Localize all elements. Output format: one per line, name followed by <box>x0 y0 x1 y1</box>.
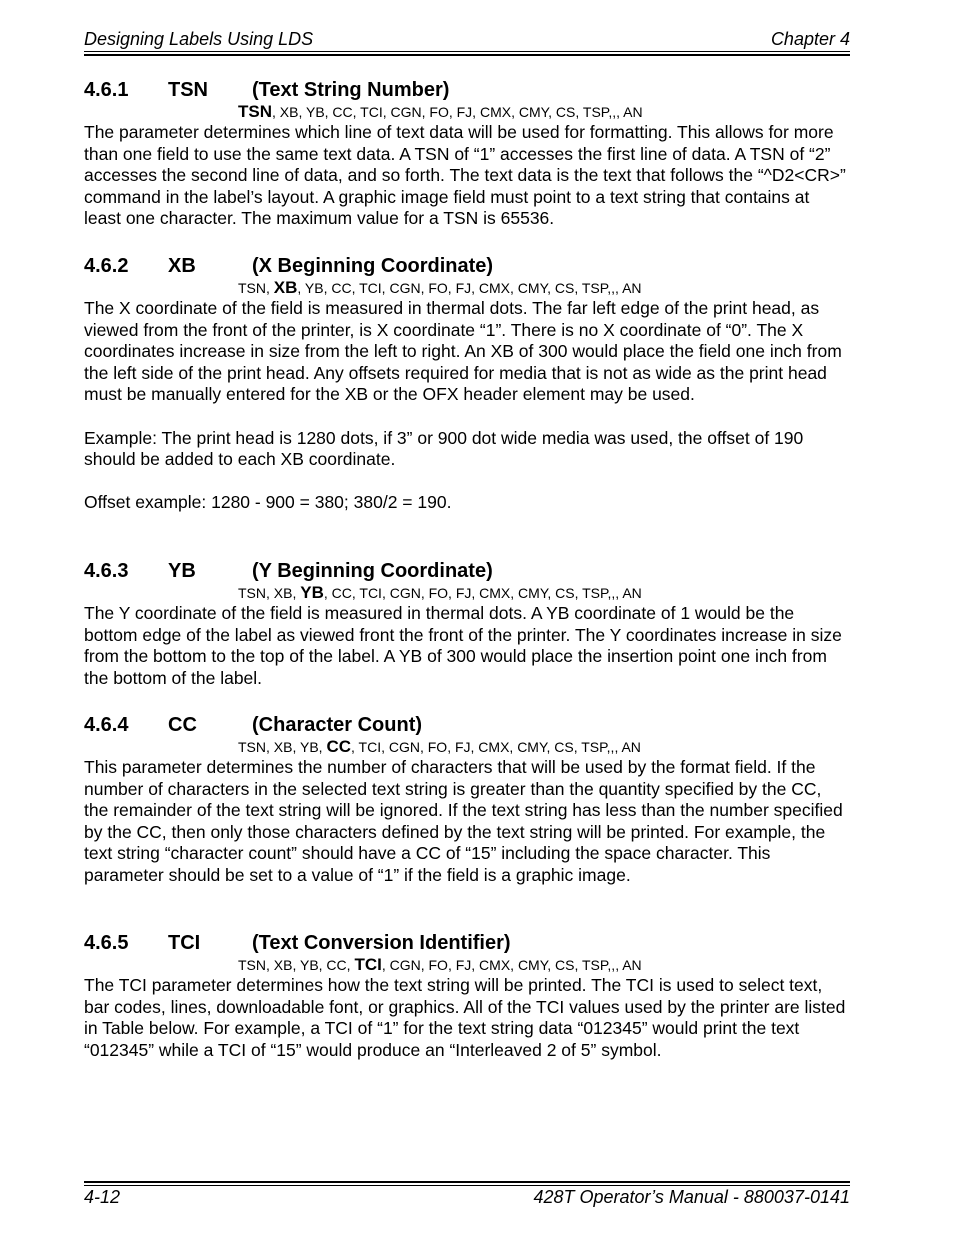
body-paragraph: The X coordinate of the field is measured in thermal dots. The far left edge of the print head, as viewed from the front of the printer, is X coordinate “1”. There is no X coordinate of “0”. The X coordinates increase in size from the left to right. An XB of 300 would place the field one inch from the left side of the print head. Any offsets required for media that is not as wide as the print head must be manually entered for the XB or the OFX header element may be used. <box>84 298 842 405</box>
parameter-sequence <box>238 102 850 122</box>
parameter-after: , XB, YB, CC, TCI, CGN, FO, FJ, CMX, CMY, CS, TSP,,, AN <box>272 104 643 120</box>
body-paragraph: This parameter determines the number of characters that will be used by the format field. If the number of characters in the selected text string is greater than the quantity specified by the CC, the remainder of the text string will be ignored. If the text string has less than the number specified by the CC, then only those characters defined by the text string will be printed. For example, the text string “character count” should have a CC of “15” including the space character. This parameter should be set to a value of “1” if the field is a graphic image. <box>84 757 843 885</box>
parameter-after: , TCI, CGN, FO, FJ, CMX, CMY, CS, TSP,,, AN <box>351 739 641 755</box>
header-document-title: Designing Labels Using LDS <box>84 29 314 49</box>
parameter-sequence <box>238 583 850 603</box>
parameter-after: , CC, TCI, CGN, FO, FJ, CMX, CMY, CS, TSP,,, AN <box>323 585 642 601</box>
parameter-sequence <box>238 737 850 757</box>
section-tsn <box>84 78 850 230</box>
section-heading <box>84 559 850 583</box>
section-abbreviation: CC <box>168 714 197 736</box>
body-paragraph: The TCI parameter determines how the text string will be printed. The TCI is used to select text, bar codes, lines, downloadable font, or graphics. All of the TCI values used by the printer are listed in Table below. For example, a TCI of “1” for the text string data “012345” would print the text “012345” while a TCI of “15” would produce an “Interleaved 2 of 5” symbol. <box>84 975 846 1060</box>
page-header <box>84 28 850 50</box>
parameter-highlight: YB <box>300 583 324 602</box>
section-heading <box>84 254 850 278</box>
header-rule-thick <box>84 54 850 56</box>
parameter-highlight: TCI <box>354 955 382 974</box>
parameter-highlight: XB <box>273 278 298 297</box>
section-cc <box>84 713 850 887</box>
section-abbreviation: XB <box>168 255 196 277</box>
section-title: (Text String Number) <box>252 79 450 101</box>
section-heading <box>84 713 850 737</box>
offset-example-paragraph: Offset example: 1280 - 900 = 380; 380/2 = 190. <box>84 492 452 513</box>
section-xb <box>84 254 850 514</box>
body-paragraph: The Y coordinate of the field is measured in thermal dots. A YB coordinate of 1 would be the bottom edge of the label as viewed front the front of the printer. The Y coordinates increase in size from the bottom to the top of the label. A YB of 300 would place the insertion point one inch from the bottom of the label. <box>84 603 842 688</box>
section-number: 4.6.2 <box>84 255 129 277</box>
section-number: 4.6.4 <box>84 714 129 736</box>
parameter-sequence <box>238 278 850 298</box>
body-paragraph: The parameter determines which line of text data will be used for formatting. This allows for more than one field to use the same text data. A TSN of “1” accesses the first line of data. A TSN of “2” accesses the second line of data, and so forth. The text data is the text that follows the “^D2<CR>” command in the label’s layout. A graphic image field must point to a text string that contains at least one character. The maximum value for a TSN is 65536. <box>84 122 846 229</box>
section-title: (X Beginning Coordinate) <box>252 255 494 277</box>
section-title: (Character Count) <box>252 714 423 736</box>
parameter-before: TSN, XB, <box>238 585 301 601</box>
page-footer <box>84 1186 850 1208</box>
section-abbreviation: TCI <box>168 932 201 954</box>
parameter-after: , CGN, FO, FJ, CMX, CMY, CS, TSP,,, AN <box>381 957 642 973</box>
parameter-before: TSN, <box>238 280 274 296</box>
section-title: (Y Beginning Coordinate) <box>252 560 493 582</box>
parameter-before: TSN, XB, YB, CC, <box>238 957 355 973</box>
parameter-after: , YB, CC, TCI, CGN, FO, FJ, CMX, CMY, CS, TSP,,, AN <box>297 280 642 296</box>
page-number: 4-12 <box>84 1187 121 1207</box>
section-abbreviation: TSN <box>168 79 208 101</box>
section-heading <box>84 931 850 955</box>
parameter-before: TSN, XB, YB, <box>238 739 327 755</box>
footer-rule-thick <box>84 1181 850 1183</box>
section-number: 4.6.5 <box>84 932 129 954</box>
section-heading <box>84 78 850 102</box>
manual-title: 428T Operator’s Manual - 880037-0141 <box>533 1187 850 1207</box>
parameter-sequence <box>238 955 850 975</box>
section-tci <box>84 931 850 1061</box>
section-title: (Text Conversion Identifier) <box>252 932 511 954</box>
section-number: 4.6.3 <box>84 560 129 582</box>
parameter-highlight: CC <box>326 737 351 756</box>
header-chapter: Chapter 4 <box>770 29 850 49</box>
section-number: 4.6.1 <box>84 79 129 101</box>
example-paragraph: Example: The print head is 1280 dots, if 3” or 900 dot wide media was used, the offset of 190 should be added to each XB coordinate. <box>84 427 804 470</box>
section-abbreviation: YB <box>168 560 196 582</box>
parameter-highlight: TSN <box>238 102 272 121</box>
section-yb <box>84 559 850 689</box>
header-rule <box>84 51 850 52</box>
